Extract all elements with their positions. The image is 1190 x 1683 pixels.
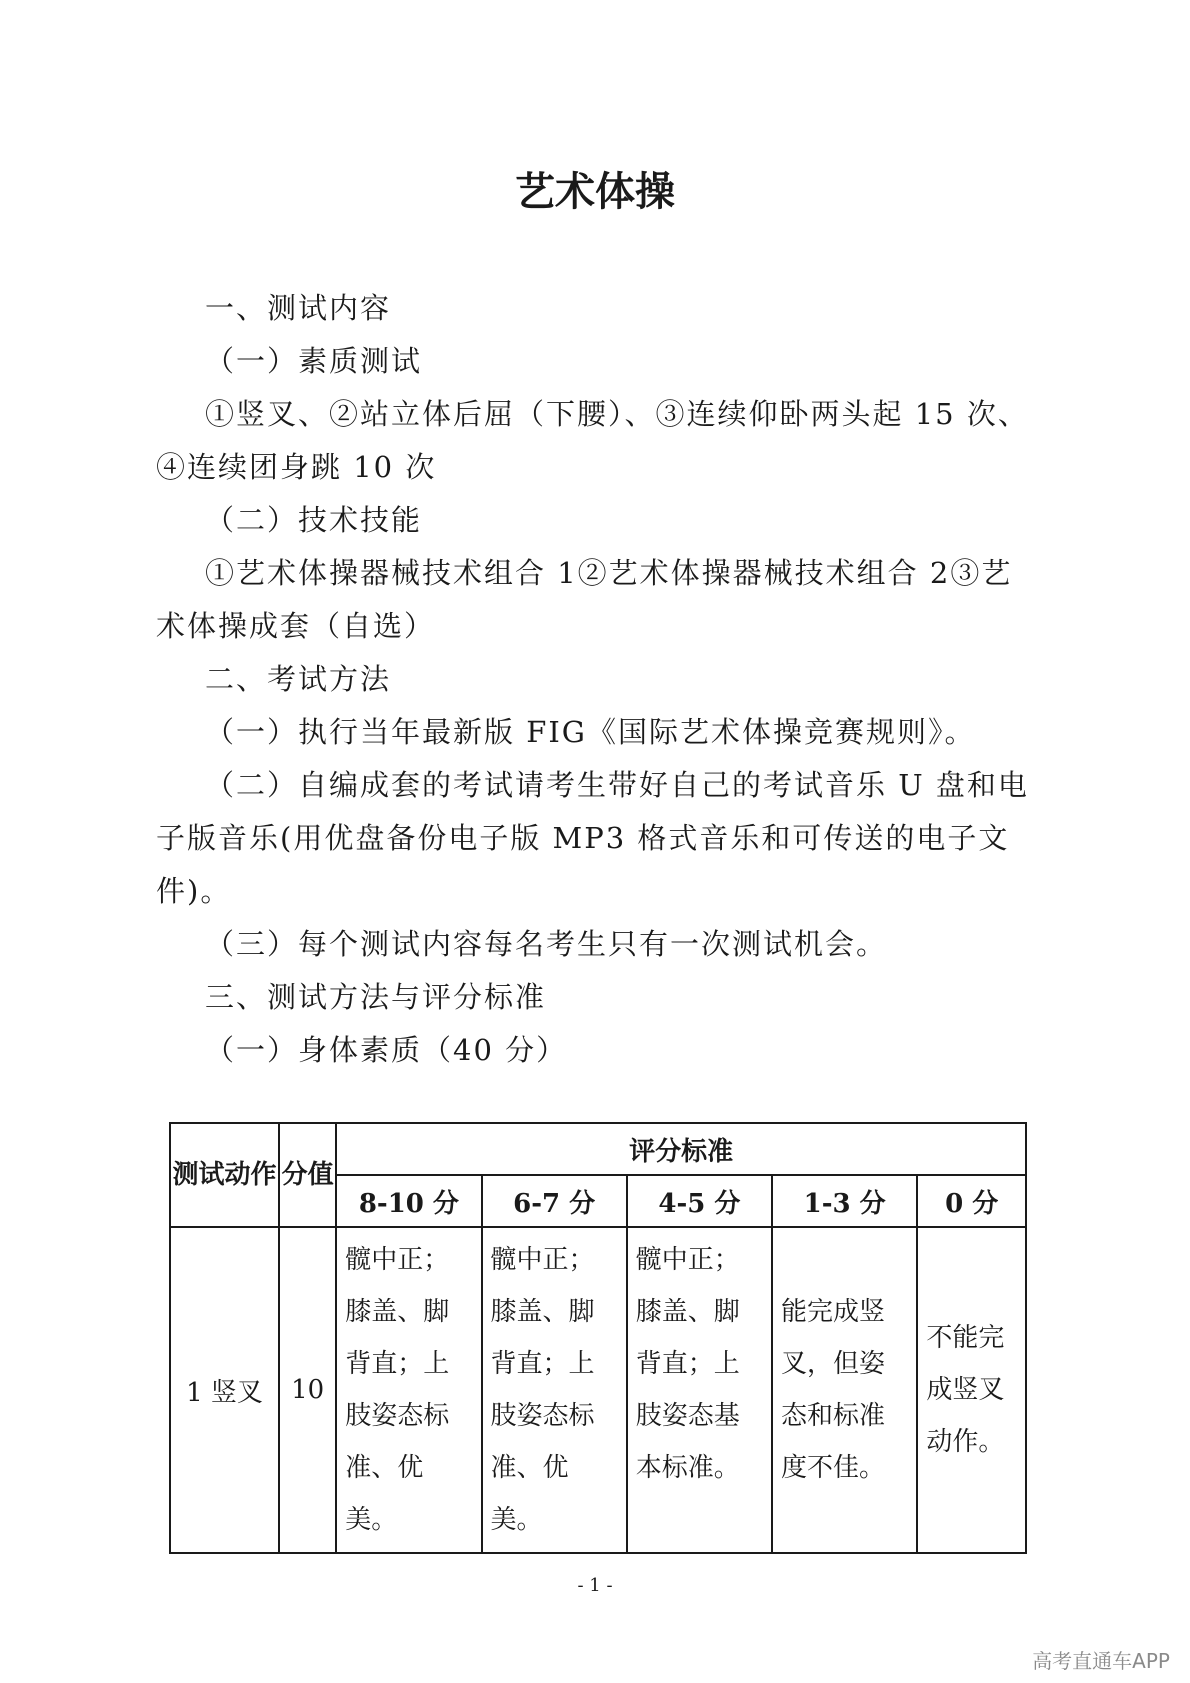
grade-header: 1-3 分 — [772, 1175, 917, 1227]
method-item-1: （一）执行当年最新版 FIG《国际艺术体操竞赛规则》。 — [205, 715, 976, 749]
criteria-cell: 髋中正；膝盖、脚背直；上肢姿态基本标准。 — [627, 1227, 772, 1553]
heading-scoring: 三、测试方法与评分标准 — [205, 980, 547, 1014]
subheading-technical-skills: （二）技术技能 — [205, 503, 423, 537]
table-row — [170, 1227, 1026, 1553]
grade-header: 0 分 — [917, 1175, 1026, 1227]
grade-header: 8-10 分 — [336, 1175, 481, 1227]
grade-header: 4-5 分 — [627, 1175, 772, 1227]
watermark: 高考直通车APP — [1032, 1649, 1170, 1673]
header-action: 测试动作 — [170, 1123, 279, 1227]
scoring-table — [169, 1122, 1027, 1554]
heading-test-content: 一、测试内容 — [205, 291, 392, 325]
heading-exam-method: 二、考试方法 — [205, 662, 392, 696]
technical-items-line2: 术体操成套（自选） — [156, 609, 436, 643]
page-number: - 1 - — [577, 1575, 613, 1596]
method-item-2-line2: 子版音乐(用优盘备份电子版 MP3 格式音乐和可传送的电子文 — [156, 821, 1010, 855]
page-title: 艺术体操 — [515, 169, 675, 215]
quality-items-line2: ④连续团身跳 10 次 — [156, 450, 437, 484]
method-item-2-line3: 件)。 — [156, 874, 232, 908]
method-item-3: （三）每个测试内容每名考生只有一次测试机会。 — [205, 927, 888, 961]
method-item-2-line1: （二）自编成套的考试请考生带好自己的考试音乐 U 盘和电 — [205, 768, 1029, 802]
row-action: 1 竖叉 — [170, 1227, 279, 1553]
header-score: 分值 — [279, 1123, 336, 1227]
quality-items-line1: ①竖叉、②站立体后屈（下腰）、③连续仰卧两头起 15 次、 — [205, 397, 1029, 431]
criteria-cell: 不能完成竖叉动作。 — [917, 1227, 1026, 1553]
subheading-physical-quality: （一）身体素质（40 分） — [205, 1033, 568, 1067]
subheading-quality-test: （一）素质测试 — [205, 344, 423, 378]
grade-header: 6-7 分 — [482, 1175, 627, 1227]
criteria-cell: 髋中正；膝盖、脚背直；上肢姿态标准、优美。 — [482, 1227, 627, 1553]
criteria-cell: 能完成竖叉，但姿态和标准度不佳。 — [772, 1227, 917, 1553]
row-score: 10 — [279, 1227, 336, 1553]
header-criteria: 评分标准 — [336, 1123, 1026, 1175]
criteria-cell: 髋中正；膝盖、脚背直；上肢姿态标准、优美。 — [336, 1227, 481, 1553]
technical-items-line1: ①艺术体操器械技术组合 1②艺术体操器械技术组合 2③艺 — [205, 556, 1013, 590]
